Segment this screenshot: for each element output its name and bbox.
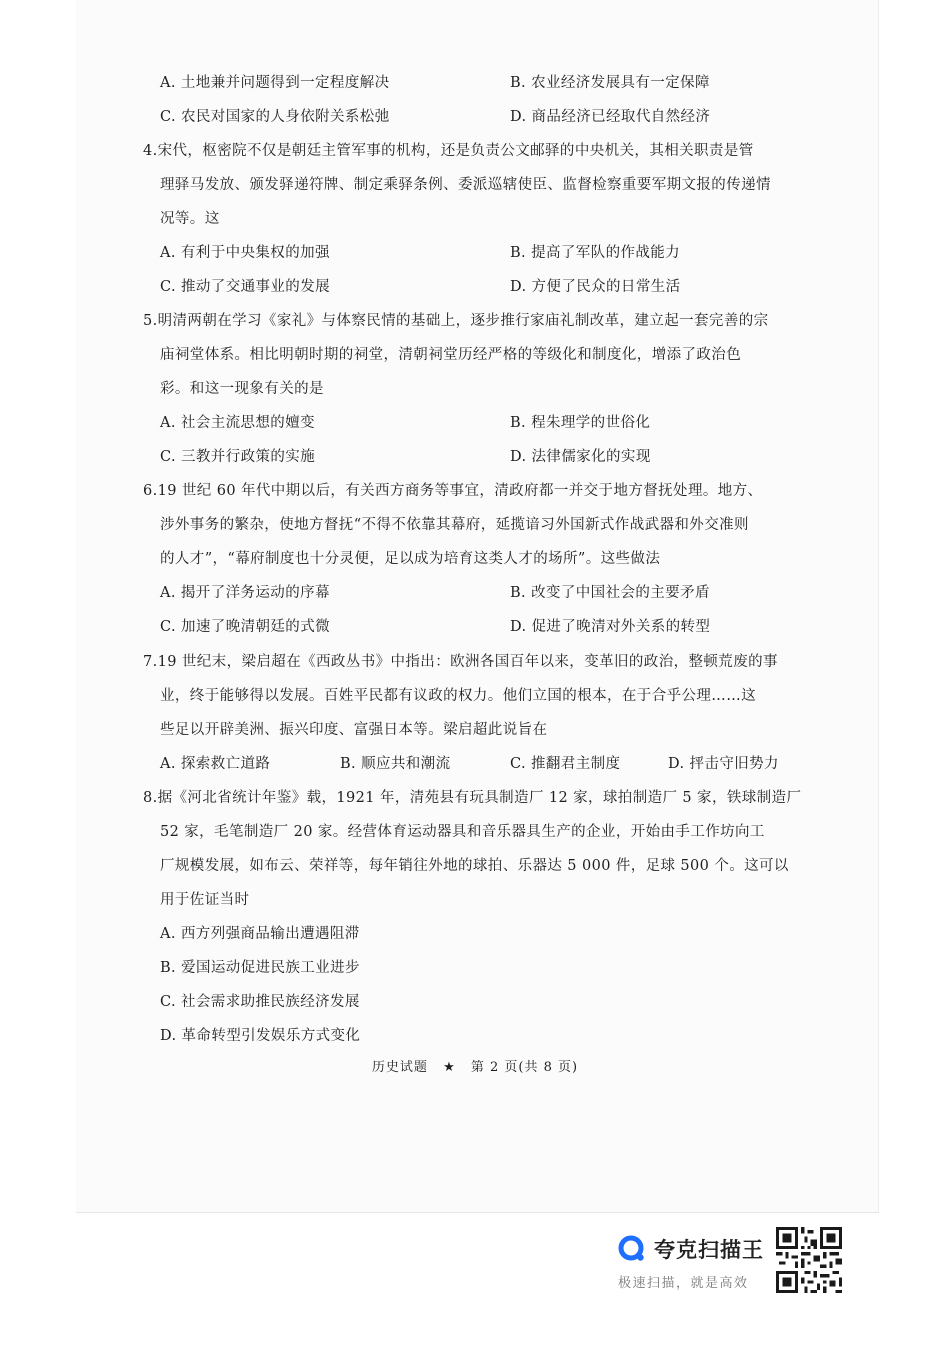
q8-option-c: C. 社会需求助推民族经济发展 (160, 994, 360, 1010)
q5-option-a: A. 社会主流思想的嬗变 (160, 415, 315, 431)
q3-option-c: C. 农民对国家的人身依附关系松弛 (160, 109, 390, 125)
q6-stem-line-2: 涉外事务的繁杂，使地方督抚“不得不依靠其幕府，延揽谙习外国新式作战武器和外交准则 (160, 517, 749, 533)
q4-option-a: A. 有利于中央集权的加强 (160, 245, 330, 261)
q4-option-c: C. 推动了交通事业的发展 (160, 279, 330, 295)
q5-option-b: B. 程朱理学的世俗化 (510, 415, 651, 431)
scanner-watermark (618, 1232, 778, 1292)
q8-stem-line-3: 厂规模发展，如布云、荣祥等，每年销往外地的球拍、乐器达 5 000 件，足球 500 个。这可以 (160, 858, 789, 874)
q6-option-c: C. 加速了晚清朝廷的式微 (160, 619, 330, 635)
q5-stem-line-1: 5.明清两朝在学习《家礼》与体察民情的基础上，逐步推行家庙礼制改革，建立起一套完善的宗 (143, 313, 769, 329)
q6-stem-line-3: 的人才”，“幕府制度也十分灵便，足以成为培育这类人才的场所”。这些做法 (160, 551, 661, 567)
qr-code-icon (776, 1227, 842, 1293)
footer-subject: 历史试题 (371, 1060, 428, 1075)
q8-option-d: D. 革命转型引发娱乐方式变化 (160, 1028, 361, 1044)
q7-stem-line-2: 业，终于能够得以发展。百姓平民都有议政的权力。他们立国的根本，在于合乎公理……这 (160, 688, 756, 704)
q5-option-c: C. 三教并行政策的实施 (160, 449, 316, 465)
q8-stem-line-2: 52 家，毛笔制造厂 20 家。经营体育运动器具和音乐器具生产的企业，开始由手工作坊向工 (160, 824, 765, 840)
q3-option-d: D. 商品经济已经取代自然经济 (510, 109, 711, 125)
q6-option-b: B. 改变了中国社会的主要矛盾 (510, 585, 710, 601)
q7-stem-line-1: 7.19 世纪末，梁启超在《西政丛书》中指出：欧洲各国百年以来，变革旧的政治，整顿荒废的事 (143, 654, 778, 670)
q4-stem-line-3: 况等。这 (160, 211, 220, 227)
q4-stem-line-2: 理驿马发放、颁发驿递符牌、制定乘驿条例、委派巡辖使臣、监督检察重要军期文报的传递情 (160, 177, 771, 193)
q7-option-c: C. 推翻君主制度 (510, 756, 621, 772)
q5-stem-line-3: 彩。和这一现象有关的是 (160, 381, 324, 397)
quark-logo-icon (618, 1235, 646, 1263)
page-footer (0, 1056, 950, 1075)
q5-option-d: D. 法律儒家化的实现 (510, 449, 651, 465)
footer-page-number: 第 2 页(共 8 页) (470, 1060, 579, 1075)
q7-option-d: D. 抨击守旧势力 (668, 756, 779, 772)
q6-option-a: A. 揭开了洋务运动的序幕 (160, 585, 330, 601)
q8-stem-line-4: 用于佐证当时 (160, 892, 250, 908)
q8-option-b: B. 爱国运动促进民族工业进步 (160, 960, 360, 976)
scanner-tagline: 极速扫描，就是高效 (618, 1276, 749, 1291)
q8-option-a: A. 西方列强商品输出遭遇阻滞 (160, 926, 360, 942)
q3-option-a: A. 土地兼并问题得到一定程度解决 (160, 75, 390, 91)
q7-option-b: B. 顺应共和潮流 (340, 756, 451, 772)
q4-stem-line-1: 4.宋代，枢密院不仅是朝廷主管军事的机构，还是负责公文邮驿的中央机关，其相关职责是管 (143, 143, 754, 159)
q5-stem-line-2: 庙祠堂体系。相比明朝时期的祠堂，清朝祠堂历经严格的等级化和制度化，增添了政治色 (160, 347, 742, 363)
star-icon: ★ (443, 1060, 456, 1075)
q6-option-d: D. 促进了晚清对外关系的转型 (510, 619, 711, 635)
q4-option-b: B. 提高了军队的作战能力 (510, 245, 681, 261)
q4-option-d: D. 方便了民众的日常生活 (510, 279, 681, 295)
q7-option-a: A. 探索救亡道路 (160, 756, 271, 772)
q7-stem-line-3: 些足以开辟美洲、振兴印度、富强日本等。梁启超此说旨在 (160, 722, 548, 738)
scanner-app-name: 夸克扫描王 (654, 1238, 764, 1262)
q3-option-b: B. 农业经济发展具有一定保障 (510, 75, 710, 91)
q6-stem-line-1: 6.19 世纪 60 年代中期以后，有关西方商务等事宜，清政府都一并交于地方督抚处理。地方、 (143, 483, 763, 499)
q8-stem-line-1: 8.据《河北省统计年鉴》载，1921 年，清苑县有玩具制造厂 12 家，球拍制造厂 5 家，铁球制造厂 (143, 790, 802, 806)
